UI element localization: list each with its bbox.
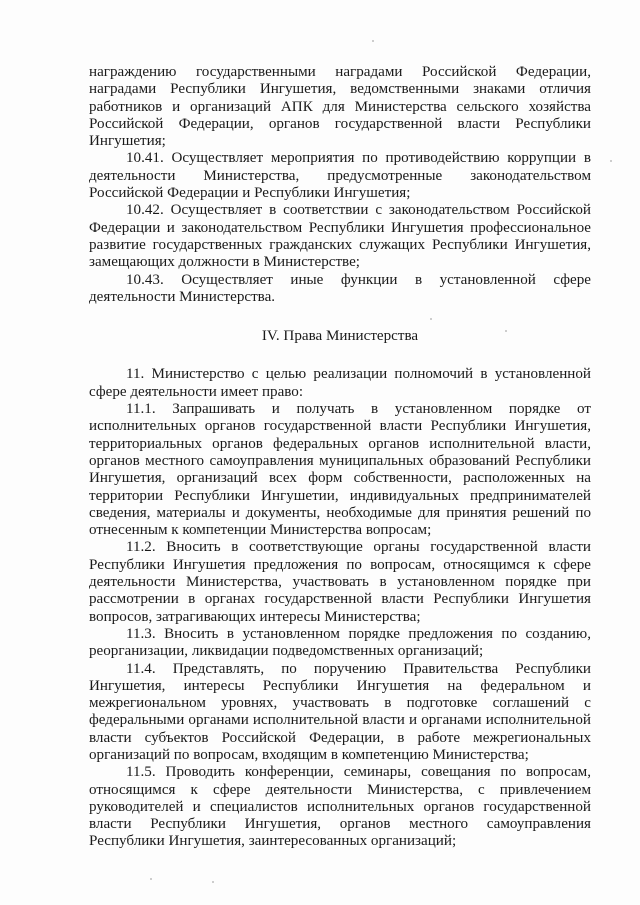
paragraph-11-4: 11.4. Представлять, по поручению Правительства Республики Ингушетия, интересы Республики Ингушетия на федеральном и межрегиональном уровнях, участвовать в подготовке соглашений с федеральными органами исполнительной власти и органами исполнительной власти субъектов Российской Федерации, в работе межрегиональных организаций по вопросам, входящим в компетенцию Министерства; [89,660,591,763]
paragraph-11-1: 11.1. Запрашивать и получать в установленном порядке от исполнительных органов государственной власти Республики Ингушетия, территориальных органов федеральных органов исполнительной власти, органов местного самоуправления муниципальных образований Республики Ингушетия, организаций всех форм собственности, расположенных на территории Республики Ингушетии, индивидуальных предпринимателей сведения, материалы и документы, необходимые для принятия решений по отнесенным к компетенции Министерства вопросам; [89,401,591,539]
paragraph-continuation-10-40: награждению государственными наградами Российской Федерации, наградами Республики Ингушетия, ведомственными знаками отличия работников и организаций АПК для Министерства сельского хозяйства Российской Федерации, органов государственной власти Республики Ингушетия; [89,64,591,150]
scan-speck [150,878,152,880]
paragraph-11-3: 11.3. Вносить в установленном порядке предложения по созданию, реорганизации, ликвидации подведомственных организаций; [89,625,591,660]
scan-speck [212,881,214,883]
section-heading: IV. Права Министерства [261,328,419,345]
paragraph-11-2: 11.2. Вносить в соответствующие органы государственной власти Республики Ингушетия предложения по вопросам, относящимся к сфере деятельности Министерства, участвовать в установленном порядке при рассмотрении в органах государственной власти Республики Ингушетия вопросов, затрагивающих интересы Министерства; [89,539,591,625]
paragraph-10-42: 10.42. Осуществляет в соответствии с законодательством Российской Федерации и законодательством Республики Ингушетия профессиональное развитие государственных гражданских служащих Республики Ингушетия, замещающих должности в Министерстве; [89,202,591,271]
scan-speck [372,40,374,42]
scan-speck [505,330,507,332]
paragraph-10-43: 10.43. Осуществляет иные функции в установленной сфере деятельности Министерства. [89,271,591,305]
paragraph-11: 11. Министерство с целью реализации полномочий в установленной сфере деятельности имеет право: [89,366,591,400]
scan-speck [430,318,432,320]
paragraph-11-5: 11.5. Проводить конференции, семинары, совещания по вопросам, относящимся к сфере деятельности Министерства, с привлечением руководителей и специалистов исполнительных органов государственной власти Республики Ингушетия, органов местного самоуправления Республики Ингушетия, заинтересованных организаций; [89,764,591,850]
scan-speck [610,160,612,162]
paragraph-10-41: 10.41. Осуществляет мероприятия по противодействию коррупции в деятельности Министерства, предусмотренные законодательством Российской Федерации и Республики Ингушетия; [89,150,591,202]
document-body [89,64,591,851]
